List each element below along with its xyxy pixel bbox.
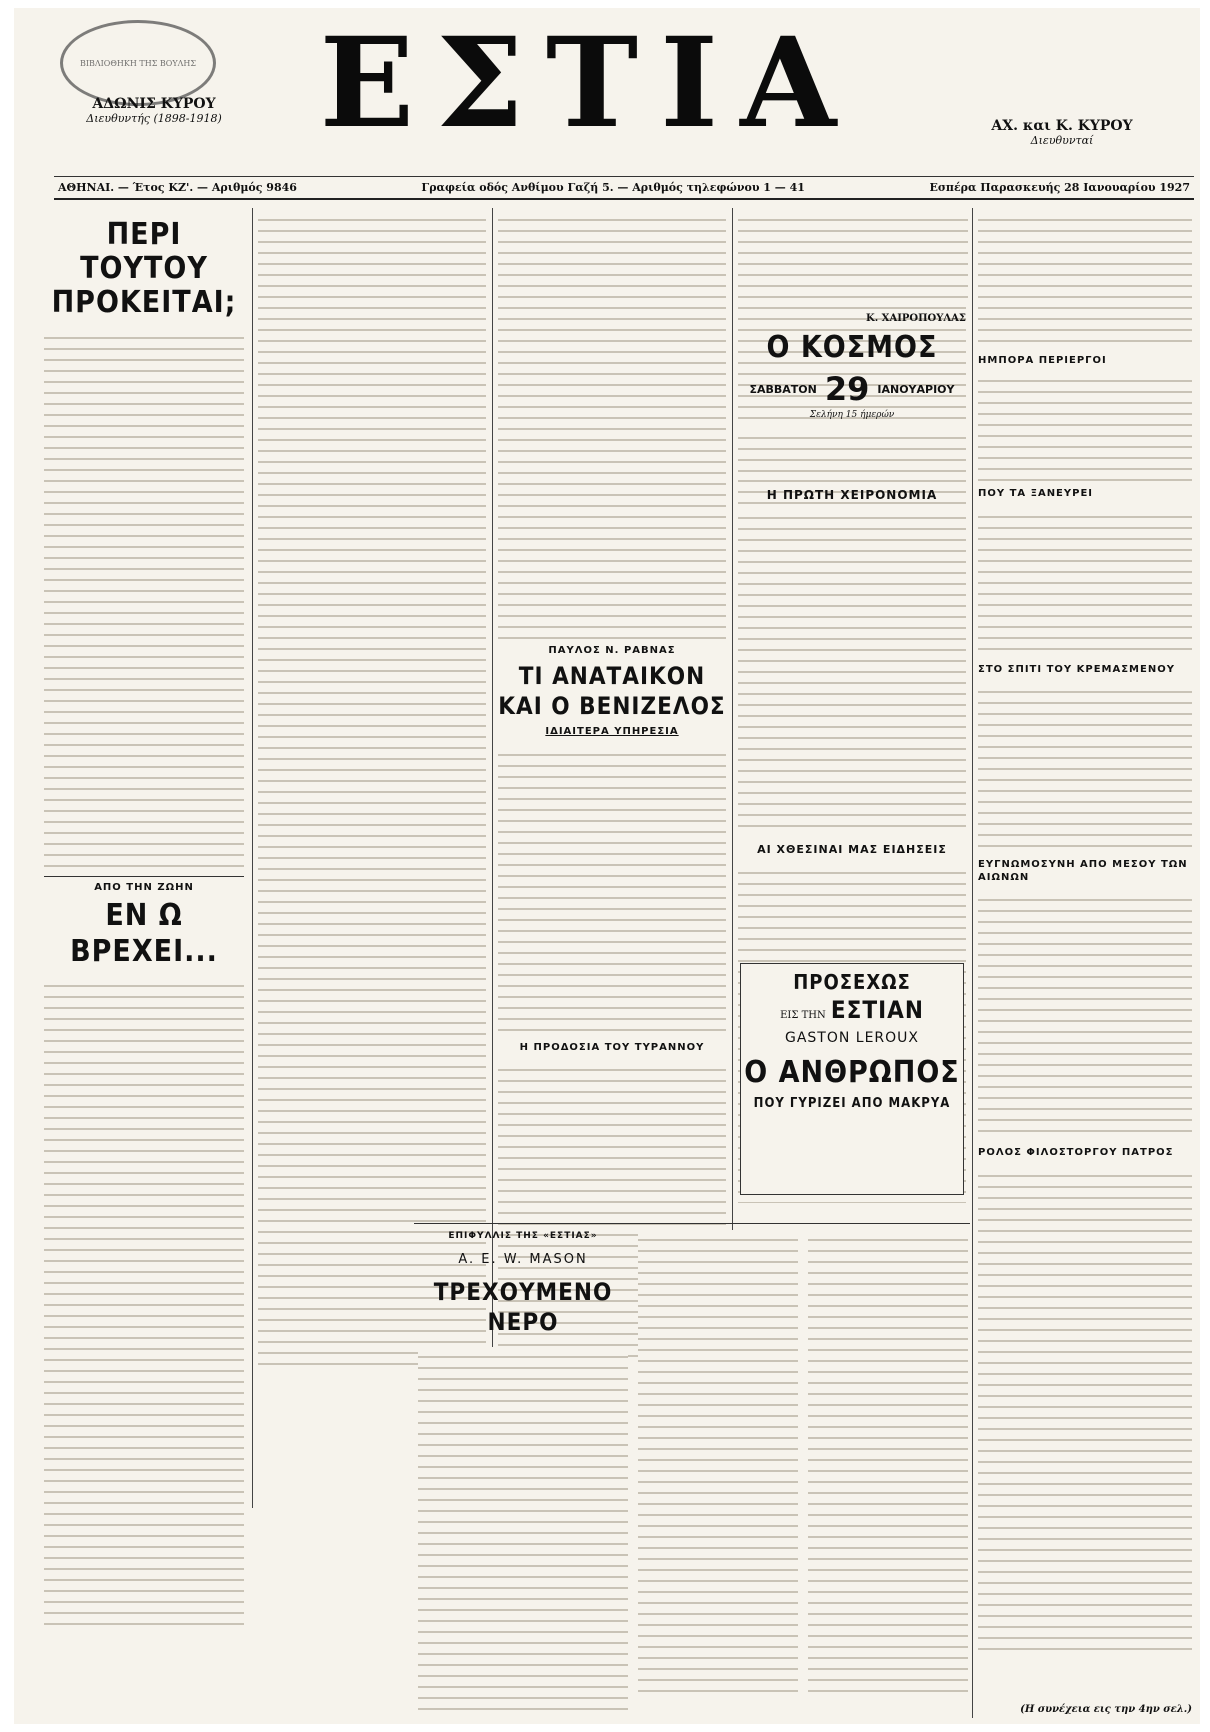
- kosmos-headline: Ο ΚΟΣΜΟΣ: [766, 330, 938, 365]
- article-headline: ΠΟΥ ΤΑ ΞΑΝΕΥΡΕΙ: [978, 488, 1094, 500]
- column-5: [978, 210, 1192, 1710]
- kosmos-day-number: 29: [824, 370, 870, 408]
- serial-column-3: [808, 1230, 968, 1710]
- article-headline: ΣΤΟ ΣΠΙΤΙ ΤΟΥ ΚΡΕΜΑΣΜΕΝΟΥ: [978, 663, 1175, 675]
- article-headline: Η ΠΡΩΤΗ ΧΕΙΡΟΝΟΜΙΑ: [766, 488, 938, 502]
- body-text-block: [498, 210, 726, 640]
- body-text-block: [44, 976, 244, 1626]
- column-1: [44, 210, 244, 1710]
- body-text-block: [978, 1166, 1192, 1656]
- serial-label: ΕΠΙΦΥΛΛΙΣ ΤΗΣ «ΕΣΤΙΑΣ»: [448, 1231, 598, 1241]
- column-4-body: [738, 508, 966, 838]
- notice-label: ΠΡΟΣΕΧΩΣ: [793, 970, 911, 994]
- body-text-block: [978, 371, 1192, 481]
- body-text-block: [978, 507, 1192, 657]
- column-rule: [972, 208, 973, 1718]
- body-text-block: [808, 1230, 968, 1700]
- dateline-office: Γραφεία οδός Ανθίμου Γαζή 5. — Αριθμός τηλεφώνου 1 — 41: [421, 181, 805, 194]
- dateline-issue: ΑΘΗΝΑΙ. — Έτος ΚΖ'. — Αριθμός 9846: [58, 181, 297, 194]
- notice-title: Ο ΑΝΘΡΩΠΟΣ: [744, 1055, 960, 1090]
- article-subhead: ΙΔΙΑΙΤΕΡΑ ΥΠΗΡΕΣΙΑ: [545, 726, 679, 738]
- column-4-top-right: [822, 210, 968, 310]
- notice-prep: ΕΙΣ ΤΗΝ: [780, 1010, 826, 1021]
- right-publisher-role: Διευθυνταί: [1030, 134, 1094, 147]
- notice-subtitle: ΠΟΥ ΓΥΡΙΖΕΙ ΑΠΟ ΜΑΚΡΥΑ: [753, 1096, 951, 1111]
- body-text-block: [258, 210, 486, 1370]
- right-publisher: [932, 118, 1192, 147]
- newspaper-page: [14, 8, 1200, 1724]
- column-4-kosmos-body: [738, 428, 966, 488]
- left-publisher-name: ΑΔΩΝΙΣ ΚΥΡΟΥ: [92, 96, 216, 112]
- body-text-block: [978, 890, 1192, 1140]
- article-headline: ΡΟΛΟΣ ΦΙΛΟΣΤΟΡΓΟΥ ΠΑΤΡΟΣ: [978, 1147, 1174, 1159]
- body-text-block: [978, 682, 1192, 852]
- continued-note: (Η συνέχεια εις την 4ην σελ.): [1020, 1704, 1192, 1715]
- dateline: [54, 176, 1194, 200]
- section-label: Η ΠΡΟΔΟΣΙΑ ΤΟΥ ΤΥΡΑΝΝΟΥ: [519, 1041, 705, 1053]
- body-text-block: [738, 428, 966, 478]
- body-text-block: [418, 1347, 628, 1710]
- article-headline: ΑΙ ΧΘΕΣΙΝΑΙ ΜΑΣ ΕΙΔΗΣΕΙΣ: [757, 843, 947, 856]
- column-rule: [492, 208, 493, 1408]
- kosmos-note: Σελήνη 15 ήμερών: [809, 410, 895, 420]
- left-publisher: [54, 96, 254, 125]
- column-3: [498, 210, 726, 1390]
- serial-rule: [414, 1223, 970, 1224]
- notice-paper: ΕΣΤΙΑΝ: [830, 996, 924, 1024]
- serial-column-2: [638, 1230, 798, 1710]
- serial-column-1: [418, 1230, 628, 1710]
- serial-title: ΤΡΕΧΟΥΜΕΝΟ ΝΕΡΟ: [433, 1277, 613, 1336]
- byline: Κ. ΧΑΙΡΟΠΟΥΛΑΣ: [866, 313, 966, 324]
- column-rule: [732, 208, 733, 1408]
- serial-author: A. E. W. MASON: [458, 1252, 588, 1268]
- left-publisher-role: Διευθυντής (1898-1918): [86, 112, 222, 125]
- kosmos-date: [738, 370, 966, 408]
- body-text-block: [822, 210, 968, 300]
- body-text-block: [638, 1230, 798, 1700]
- byline: ΠΑΥΛΟΣ Ν. ΡΑΒΝΑΣ: [548, 645, 676, 656]
- body-text-block: [738, 508, 966, 828]
- right-publisher-name: ΑΧ. και Κ. ΚΥΡΟΥ: [991, 118, 1133, 134]
- column-rule: [252, 208, 253, 1508]
- body-text-block: [498, 745, 726, 1035]
- dateline-date: Εσπέρα Παρασκευής 28 Ιανουαρίου 1927: [929, 181, 1190, 194]
- section-label: ΑΠΟ ΤΗΝ ΖΩΗΝ: [94, 882, 194, 893]
- body-text-block: [44, 328, 244, 868]
- body-text-block: [978, 210, 1192, 350]
- lead-headline: ΠΕΡΙ ΤΟΥΤΟΥ ΠΡΟΚΕΙΤΑΙ;: [51, 217, 237, 320]
- article-headline: ΤΙ ΑΝΑΤΑΙΚΟΝ ΚΑΙ Ο ΒΕΝΙΖΕΛΟΣ: [498, 662, 726, 721]
- masthead-title: ΕΣΤΙΑ: [319, 11, 859, 156]
- column-2: [258, 210, 486, 1380]
- library-stamp: ΒΙΒΛΙΟΘΗΚΗ ΤΗΣ ΒΟΥΛΗΣ: [60, 20, 216, 106]
- notice-author: GASTON LEROUX: [784, 1030, 920, 1046]
- notice-box: [740, 963, 964, 1195]
- article-headline: ΗΜΠΟΡΑ ΠΕΡΙΕΡΓΟΙ: [978, 355, 1107, 366]
- article-headline: ΕΥΓΝΩΜΟΣΥΝΗ ΑΠΟ ΜΕΣΟΥ ΤΩΝ ΑΙΩΝΩΝ: [978, 858, 1188, 884]
- kosmos-month: ΙΑΝΟΥΑΡΙΟΥ: [877, 382, 955, 396]
- kosmos-day: ΣΑΒΒΑΤΟΝ: [749, 382, 817, 396]
- article-headline: ΕΝ Ω ΒΡΕΧΕΙ...: [70, 898, 218, 970]
